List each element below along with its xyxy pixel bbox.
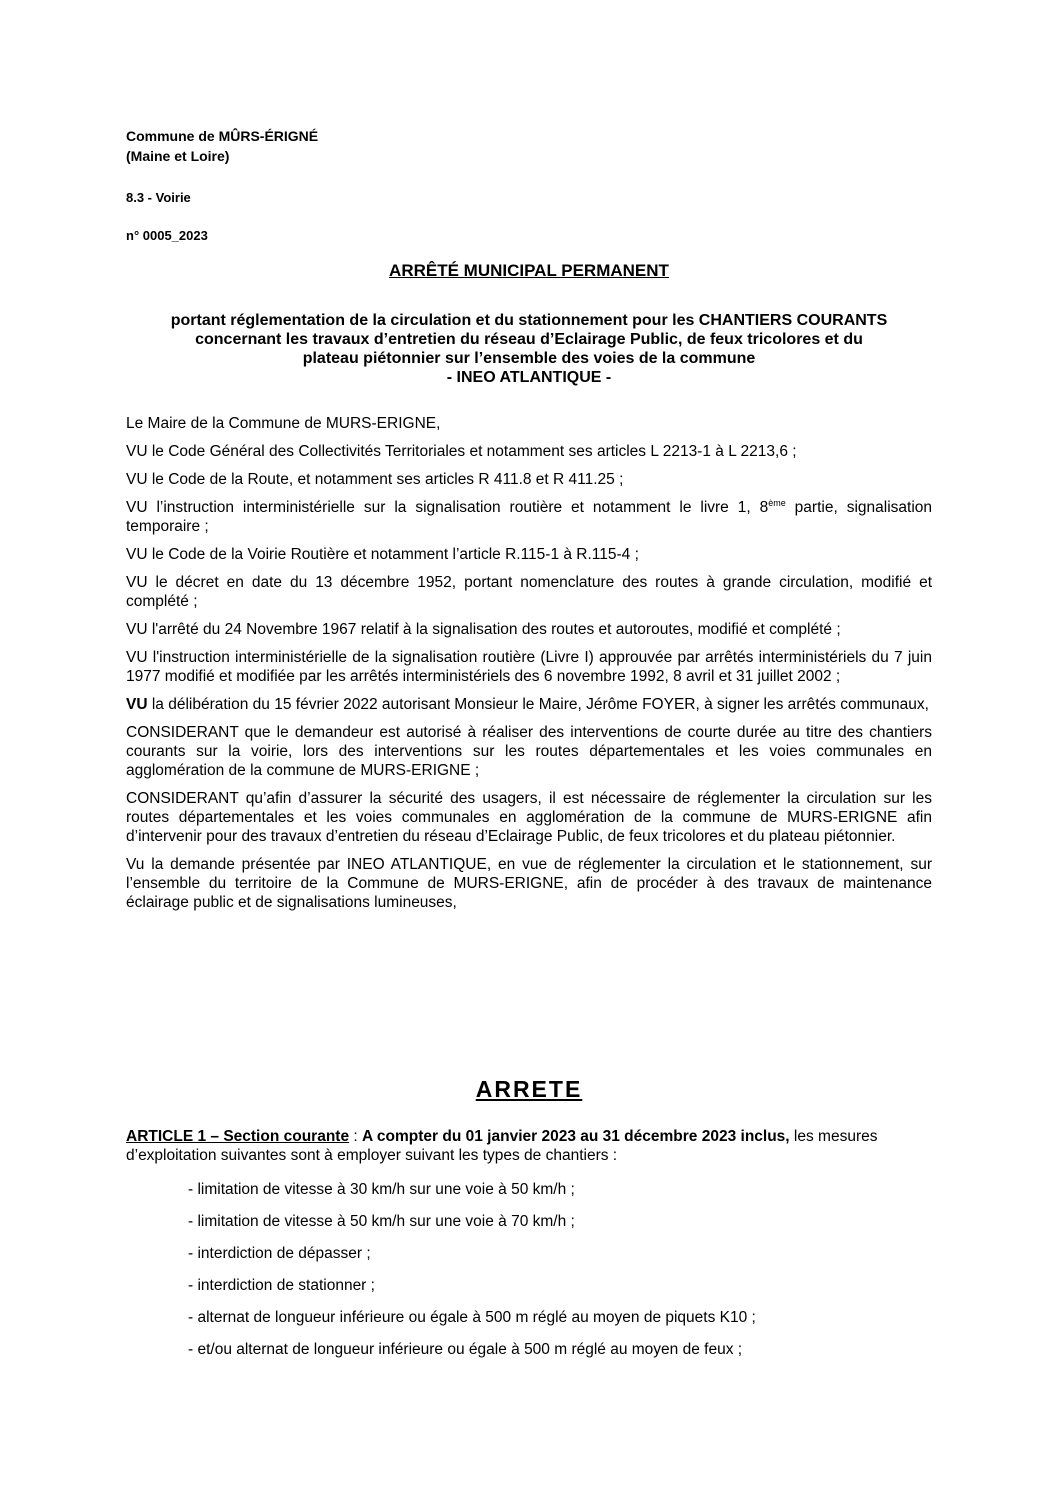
article-dates: A compter du 01 janvier 2023 au 31 décembre 2023 inclus, xyxy=(362,1128,790,1145)
subtitle-line: concernant les travaux d’entretien du réseau d’Eclairage Public, de feux tricolores et du xyxy=(195,331,863,348)
arrete-heading: ARRETE xyxy=(475,1076,583,1102)
article-heading: ARTICLE 1 – Section courante xyxy=(126,1128,350,1145)
list-item: - limitation de vitesse à 50 km/h sur une voie à 70 km/h ; xyxy=(188,1213,575,1230)
vu-paragraph: VU l'instruction interministérielle de la signalisation routière (Livre I) approuvée par arrêtés interministériels du 7 juin 1977 modifié et modifiée par les arrêtés interministériels des 6 novembre 1992, 8 avril et 31 juillet 2002 ; xyxy=(126,649,932,685)
vu-paragraph: VU l'arrêté du 24 Novembre 1967 relatif à la signalisation des routes et autoroutes, modifié et complété ; xyxy=(126,621,841,638)
vu-paragraph: VU le Code de la Route, et notamment ses articles R 411.8 et R 411.25 ; xyxy=(126,471,624,488)
subtitle-line: portant réglementation de la circulation et du stationnement pour les CHANTIERS COURANTS xyxy=(170,312,888,329)
article-text: les mesures d’exploitation suivantes sont à employer suivant les types de chantiers : xyxy=(126,1128,878,1164)
list-item: - alternat de longueur inférieure ou égale à 500 m réglé au moyen de piquets K10 ; xyxy=(188,1309,756,1326)
vu-bold: VU xyxy=(126,696,148,713)
article-1 xyxy=(126,1127,936,1165)
maire-paragraph: Le Maire de la Commune de MURS-ERIGNE, xyxy=(126,415,441,432)
considerant-paragraph: CONSIDERANT qu’afin d’assurer la sécurité des usagers, il est nécessaire de réglementer la circulation sur les routes départementales et les voies communales en agglomération de la commune de MURS-ERIGNE afin d’intervenir pour des travaux d’entretien du réseau d’Eclairage Public, de feux tricolores et du plateau piétonnier. xyxy=(126,790,932,845)
article-separator: : xyxy=(349,1128,362,1145)
vu-paragraph: VU le Code de la Voirie Routière et notamment l’article R.115-1 à R.115-4 ; xyxy=(126,546,639,563)
document-title: ARRÊTÉ MUNICIPAL PERMANENT xyxy=(389,261,669,280)
vu-paragraph: VU le décret en date du 13 décembre 1952, portant nomenclature des routes à grande circulation, modifié et complété ; xyxy=(126,574,932,610)
list-item: - interdiction de stationner ; xyxy=(188,1277,375,1294)
considerant-paragraph: CONSIDERANT que le demandeur est autorisé à réaliser des interventions de courte durée au titre des chantiers courants sur la voirie, lors des interventions sur les routes départementales et les voies communales en agglomération de la commune de MURS-ERIGNE ; xyxy=(126,724,932,779)
list-item: - limitation de vitesse à 30 km/h sur une voie à 50 km/h ; xyxy=(188,1181,575,1198)
vu-text: la délibération du 15 février 2022 autorisant Monsieur le Maire, Jérôme FOYER, à signer les arrêtés communaux, xyxy=(147,696,929,713)
vu-paragraph: VU le Code Général des Collectivités Territoriales et notamment ses articles L 2213-1 à L 2213,6 ; xyxy=(126,443,797,460)
header-block xyxy=(126,126,318,166)
document-subtitle xyxy=(100,311,958,387)
arrete-number: n° 0005_2023 xyxy=(126,228,208,243)
measures-list xyxy=(188,1180,928,1372)
commune-name: Commune de MÛRS-ÉRIGNÉ xyxy=(126,128,319,144)
vu-text: VU l’instruction interministérielle sur la signalisation routière et notamment le livre 1, 8 xyxy=(126,499,769,516)
list-item: - interdiction de dépasser ; xyxy=(188,1245,371,1262)
vu-paragraph xyxy=(126,498,932,536)
subtitle-line: - INEO ATLANTIQUE - xyxy=(446,369,612,386)
list-item: - et/ou alternat de longueur inférieure ou égale à 500 m réglé au moyen de feux ; xyxy=(188,1341,743,1358)
category-label: 8.3 - Voirie xyxy=(126,190,191,205)
superscript: ème xyxy=(768,498,786,508)
subtitle-line: plateau piétonnier sur l’ensemble des voies de la commune xyxy=(302,350,756,367)
vu-paragraph xyxy=(126,695,932,714)
preamble xyxy=(126,414,932,921)
demande-paragraph: Vu la demande présentée par INEO ATLANTIQUE, en vue de réglementer la circulation et le stationnement, sur l’ensemble du territoire de la Commune de MURS-ERIGNE, afin de procéder à des travaux de maintenance éclairage public et de signalisations lumineuses, xyxy=(126,856,932,911)
department-name: (Maine et Loire) xyxy=(126,148,230,164)
vu-text: partie, signalisation temporaire ; xyxy=(126,499,933,535)
